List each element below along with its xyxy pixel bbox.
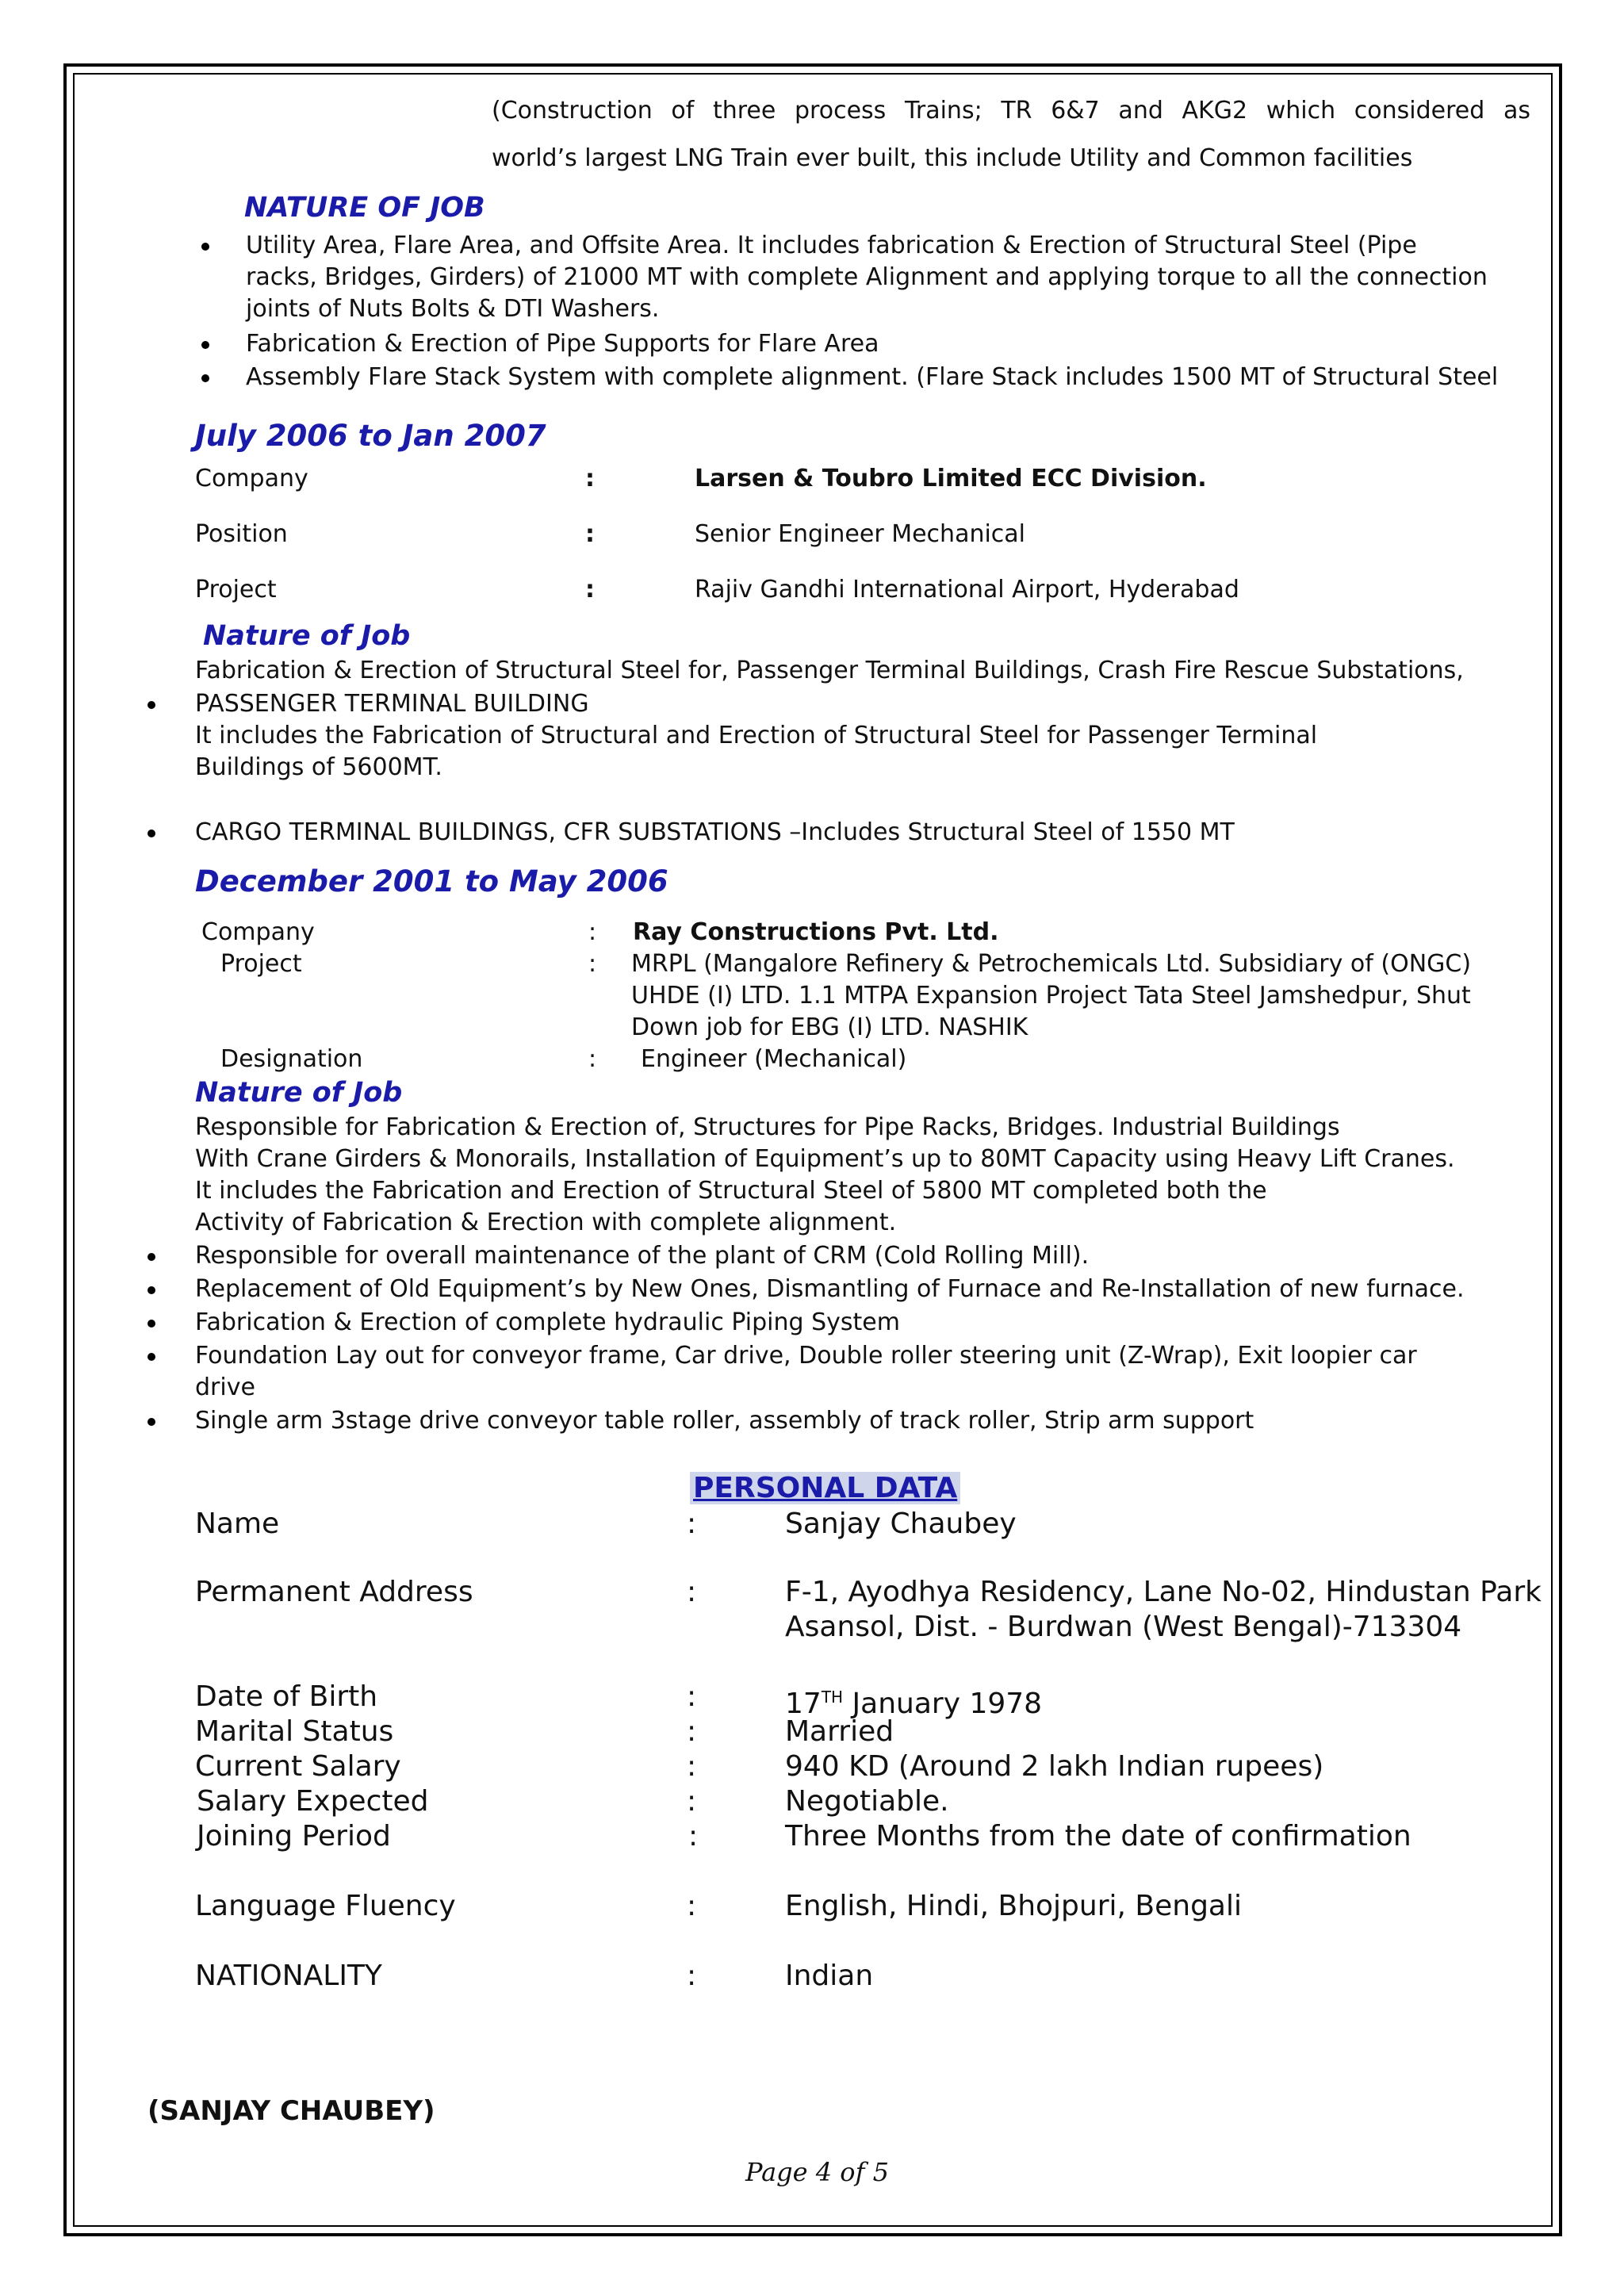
job3-project-line-3: Down job for EBG (I) LTD. NASHIK [631,1013,1028,1041]
job2-project-value: Rajiv Gandhi International Airport, Hyderabad [695,576,1239,603]
address-line-2: Asansol, Dist. - Burdwan (West Bengal)-713304 [785,1611,1462,1643]
job1-bullet-1-line-3: joints of Nuts Bolts & DTI Washers. [246,295,660,323]
job2-bullet-1-line-3: Buildings of 5600MT. [195,753,442,781]
job2-position-colon: : [585,520,595,548]
bullet-icon [147,1418,155,1426]
job3-nature-heading: Nature of Job [195,1077,403,1109]
job2-period: July 2006 to Jan 2007 [195,419,546,453]
intro-line-1: (Construction of three process Trains; TR 6&7 and AKG2 which considered as [492,97,1530,125]
bullet-icon [201,374,209,382]
signature-name: (SANJAY CHAUBEY) [147,2095,435,2127]
job3-designation-label: Designation [220,1045,363,1073]
job3-project-line-1: MRPL (Mangalore Refinery & Petrochemicals Ltd. Subsidiary of (ONGC) [631,950,1472,978]
job2-company-colon: : [585,465,595,492]
job3-project-line-2: UHDE (I) LTD. 1.1 MTPA Expansion Project Tata Steel Jamshedpur, Shut [631,982,1471,1010]
name-value: Sanjay Chaubey [785,1508,1017,1540]
bullet-icon [147,701,155,709]
language-label: Language Fluency [195,1890,456,1922]
language-value: English, Hindi, Bhojpuri, Bengali [785,1890,1242,1922]
bullet-icon [147,829,155,837]
nationality-value: Indian [785,1960,874,1992]
job3-bullet-5: Single arm 3stage drive conveyor table roller, assembly of track roller, Strip arm support [195,1407,1254,1435]
job3-bullet-4-line-2: drive [195,1374,255,1401]
job3-designation-colon: : [588,1045,597,1073]
job3-company-colon: : [588,918,597,946]
dob-month-year: January 1978 [843,1688,1043,1720]
job3-project-colon: : [588,950,597,978]
bullet-icon [201,243,209,251]
job2-nature-intro: Fabrication & Erection of Structural Steel for, Passenger Terminal Buildings, Crash Fire Rescue Substations, [195,657,1464,684]
nationality-label: NATIONALITY [195,1960,382,1992]
job2-project-label: Project [195,576,277,603]
bullet-icon [201,341,209,349]
address-colon: : [687,1576,697,1608]
name-label: Name [195,1508,280,1540]
bullet-icon [147,1320,155,1328]
job2-bullet-1-line-1: PASSENGER TERMINAL BUILDING [195,690,589,718]
job3-bullet-1: Responsible for overall maintenance of the plant of CRM (Cold Rolling Mill). [195,1242,1090,1270]
job2-project-colon: : [585,576,595,603]
job2-position-value: Senior Engineer Mechanical [695,520,1026,548]
job3-nature-line-1: Responsible for Fabrication & Erection of, Structures for Pipe Racks, Bridges. Industrial Buildings [195,1113,1340,1141]
salary-colon: : [687,1750,697,1783]
joining-value: Three Months from the date of confirmation [785,1820,1411,1852]
bullet-icon [147,1286,155,1294]
marital-colon: : [687,1715,697,1748]
dob-label: Date of Birth [195,1680,378,1713]
dob-colon: : [687,1680,697,1713]
job3-nature-line-3: It includes the Fabrication and Erection of Structural Steel of 5800 MT completed both the [195,1177,1267,1205]
language-colon: : [687,1890,697,1922]
nationality-colon: : [687,1960,697,1992]
job2-company-value: Larsen & Toubro Limited ECC Division. [695,465,1207,492]
job2-nature-heading: Nature of Job [203,620,411,652]
bullet-icon [147,1353,155,1361]
job3-bullet-4-line-1: Foundation Lay out for conveyor frame, Car drive, Double roller steering unit (Z-Wrap), Exit loopier car [195,1342,1417,1370]
job3-bullet-2: Replacement of Old Equipment’s by New Ones, Dismantling of Furnace and Re-Installation of new furnace. [195,1275,1465,1303]
expected-salary-value: Negotiable. [785,1785,949,1818]
job3-nature-line-4: Activity of Fabrication & Erection with complete alignment. [195,1209,897,1236]
job2-bullet-2: CARGO TERMINAL BUILDINGS, CFR SUBSTATIONS –Includes Structural Steel of 1550 MT [195,818,1235,846]
job1-bullet-1-line-1: Utility Area, Flare Area, and Offsite Area. It includes fabrication & Erection of Structural Steel (Pipe [246,232,1417,259]
dob-day: 17 [785,1688,822,1720]
address-line-1: F-1, Ayodhya Residency, Lane No-02, Hindustan Park [785,1576,1542,1608]
bullet-icon [147,1253,155,1261]
salary-label: Current Salary [195,1750,401,1783]
page-number: Page 4 of 5 [745,2157,889,2187]
job2-bullet-1-line-2: It includes the Fabrication of Structural and Erection of Structural Steel for Passenger Terminal [195,722,1318,749]
job1-nature-heading: NATURE OF JOB [244,192,485,224]
job3-project-label: Project [220,950,302,978]
joining-colon: : [688,1820,699,1852]
job1-bullet-3: Assembly Flare Stack System with complete alignment. (Flare Stack includes 1500 MT of Structural Steel [246,363,1499,391]
personal-data-title: PERSONAL DATA [690,1472,960,1504]
job3-nature-line-2: With Crane Girders & Monorails, Installation of Equipment’s up to 80MT Capacity using Heavy Lift Cranes. [195,1145,1455,1173]
job1-bullet-1-line-2: racks, Bridges, Girders) of 21000 MT with complete Alignment and applying torque to all the connection [246,263,1488,291]
address-label: Permanent Address [195,1576,473,1608]
dob-superscript: TH [821,1688,844,1707]
job3-period: December 2001 to May 2006 [195,864,668,898]
salary-value: 940 KD (Around 2 lakh Indian rupees) [785,1750,1324,1783]
marital-label: Marital Status [195,1715,394,1748]
expected-salary-colon: : [687,1785,697,1818]
job2-position-label: Position [195,520,288,548]
job1-bullet-2: Fabrication & Erection of Pipe Supports for Flare Area [246,330,879,358]
job3-designation-value: Engineer (Mechanical) [641,1045,907,1073]
job3-company-label: Company [201,918,315,946]
job2-company-label: Company [195,465,308,492]
job3-bullet-3: Fabrication & Erection of complete hydraulic Piping System [195,1308,900,1336]
intro-line-2: world’s largest LNG Train ever built, this include Utility and Common facilities [492,144,1413,172]
joining-label: Joining Period [197,1820,391,1852]
job3-company-value: Ray Constructions Pvt. Ltd. [633,918,999,946]
expected-salary-label: Salary Expected [197,1785,429,1818]
name-colon: : [687,1508,697,1540]
marital-value: Married [785,1715,894,1748]
